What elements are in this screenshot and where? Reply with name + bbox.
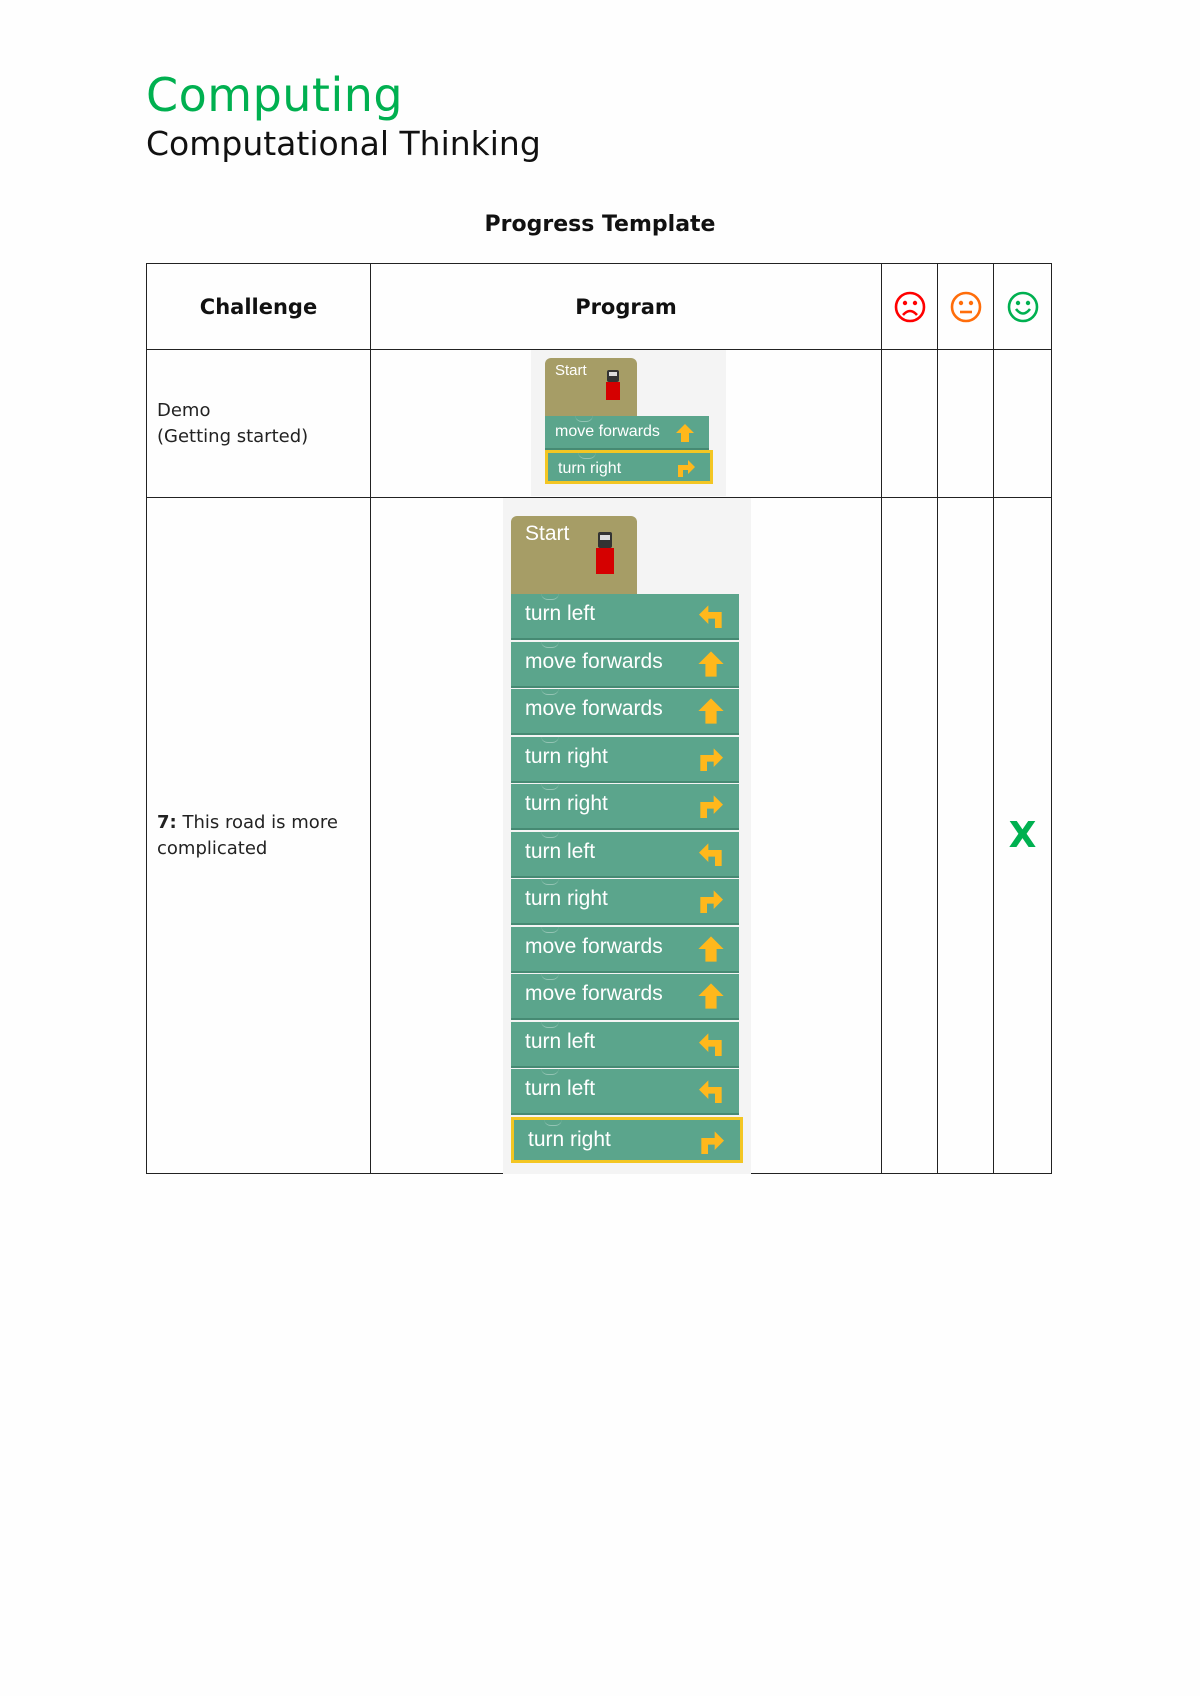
header-sad: [882, 264, 938, 350]
code-block[interactable]: [511, 784, 739, 830]
code-block[interactable]: [511, 1022, 739, 1068]
arrow-up-icon: [697, 650, 725, 692]
block-label: move forwards: [525, 697, 663, 720]
header-happy: [994, 264, 1052, 350]
start-label: Start: [525, 522, 570, 545]
happy-face-icon: [1006, 290, 1040, 324]
program-canvas: [503, 498, 751, 1174]
program-cell: [371, 350, 882, 498]
block-label: move forwards: [555, 423, 660, 440]
block-label: turn right: [525, 887, 608, 910]
neutral-face-icon: [949, 290, 983, 324]
start-block: [511, 516, 637, 594]
turn-right-icon: [697, 745, 725, 785]
block-label: turn left: [525, 1029, 596, 1053]
challenge-name: Demo: [157, 399, 211, 421]
challenge-description: (Getting started): [157, 425, 309, 447]
turn-left-icon: [697, 1030, 725, 1070]
car-icon: [605, 368, 621, 402]
arrow-up-icon: [697, 982, 725, 1024]
block-label: turn right: [525, 792, 608, 815]
rating-sad-cell[interactable]: [882, 350, 938, 498]
code-block[interactable]: [511, 689, 739, 735]
code-block[interactable]: [511, 594, 739, 640]
turn-left-icon: [697, 840, 725, 880]
code-block[interactable]: [511, 642, 739, 688]
rating-sad-cell[interactable]: [882, 498, 938, 1174]
page-heading: Progress Template: [484, 212, 716, 237]
rating-happy-cell[interactable]: [994, 350, 1052, 498]
turn-right-icon: [697, 792, 725, 832]
code-block[interactable]: [511, 832, 739, 878]
header-neutral: [938, 264, 994, 350]
rating-neutral-cell[interactable]: [938, 350, 994, 498]
challenge-number: 7:: [157, 811, 177, 833]
car-icon: [595, 530, 615, 576]
arrow-up-icon: [697, 935, 725, 977]
turn-left-icon: [697, 1077, 725, 1117]
block-label: move forwards: [525, 982, 663, 1005]
subject-subtitle: Computational Thinking: [146, 124, 541, 163]
code-block[interactable]: [511, 737, 739, 783]
code-block[interactable]: [511, 927, 739, 973]
turn-right-icon: [676, 459, 696, 477]
block-label: turn left: [525, 602, 596, 625]
block-label: turn right: [528, 1127, 611, 1151]
start-label: Start: [555, 362, 587, 379]
block-label: turn right: [558, 460, 622, 477]
rating-neutral-cell[interactable]: [938, 498, 994, 1174]
arrow-up-icon: [675, 423, 695, 443]
block-label: move forwards: [525, 934, 663, 958]
header-row: [147, 264, 1052, 350]
code-block[interactable]: [511, 879, 739, 925]
code-block[interactable]: [545, 416, 709, 450]
code-block[interactable]: [511, 1069, 739, 1115]
progress-table: [146, 263, 1052, 1174]
challenge-cell: [147, 350, 371, 498]
subject-title: Computing: [146, 68, 404, 122]
code-block[interactable]: [511, 974, 739, 1020]
code-block-selected[interactable]: [545, 450, 713, 484]
turn-right-icon: [697, 887, 725, 927]
block-label: turn right: [525, 744, 608, 768]
arrow-up-icon: [697, 697, 725, 739]
block-label: move forwards: [525, 649, 663, 673]
challenge-cell: [147, 498, 371, 1174]
turn-left-icon: [697, 602, 725, 642]
challenge-description: complicated: [157, 837, 268, 859]
table-row: [147, 498, 1052, 1174]
table-row: [147, 350, 1052, 498]
start-block: [545, 358, 637, 416]
rating-happy-cell[interactable]: X: [994, 498, 1052, 1174]
header-challenge: Challenge: [147, 264, 371, 350]
program-cell: [371, 498, 882, 1174]
header-program: Program: [371, 264, 882, 350]
block-label: turn left: [525, 1077, 596, 1100]
turn-right-icon: [698, 1128, 726, 1168]
block-label: turn left: [525, 839, 596, 863]
code-block-selected[interactable]: [511, 1117, 743, 1163]
challenge-name: [157, 810, 370, 836]
program-canvas: [531, 350, 726, 496]
challenge-title: This road is more: [182, 811, 338, 833]
sad-face-icon: [893, 290, 927, 324]
